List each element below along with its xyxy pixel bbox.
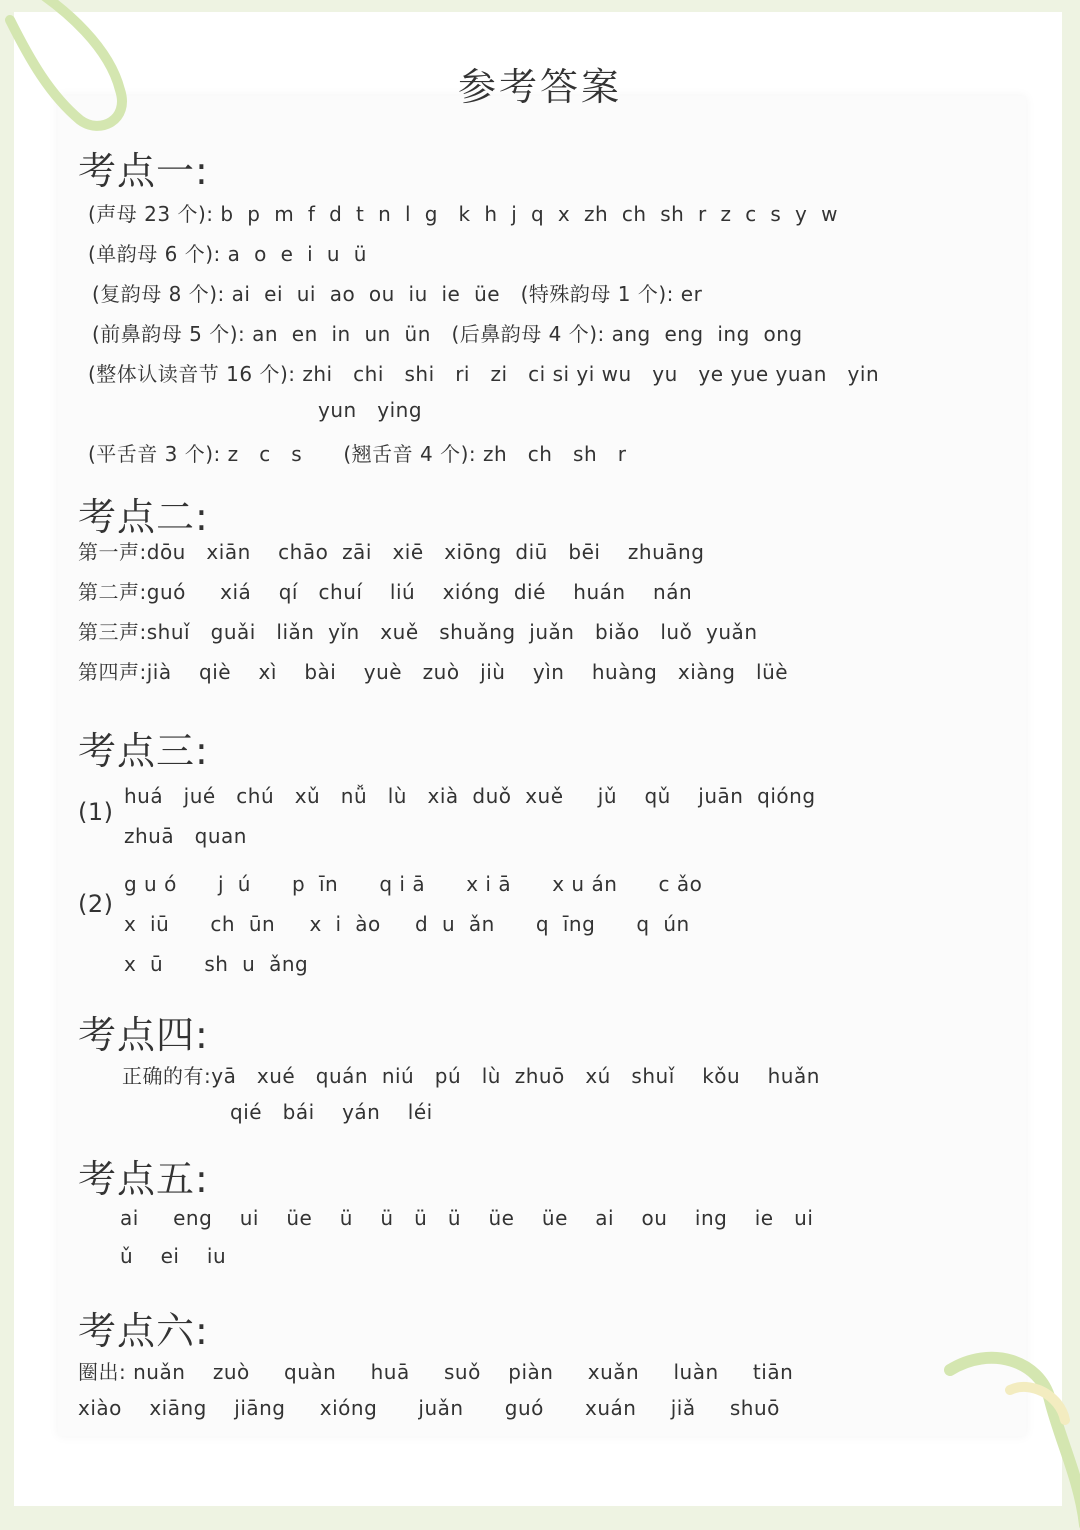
- line-label: (平舌音 3 个):: [88, 442, 221, 466]
- line-items: an en in un ün: [252, 322, 431, 346]
- section-heading: 考点五:: [78, 1157, 209, 1201]
- line-label: (后鼻韵母 4 个):: [451, 322, 605, 346]
- part-1-line-2: zhuā quan: [124, 824, 247, 848]
- part-1-line-1: huá jué chú xǔ nǚ lù xià duǒ xuě jǔ qǔ juān qióng: [124, 784, 816, 808]
- page-title: 参考答案: [457, 65, 622, 109]
- finals-line-1: ai eng ui üe ü ü ü ü üe üe ai ou ing ie ui: [120, 1206, 814, 1230]
- tone-row-4: [78, 656, 788, 685]
- part-2-line-2: x iū ch ūn x i ào d u ǎn q īng q ún: [124, 912, 690, 936]
- section-heading: 考点三:: [78, 729, 209, 773]
- line-items: z c s: [227, 442, 303, 466]
- circled-line-1: [78, 1356, 793, 1385]
- paperclip-decoration: [930, 1350, 1080, 1530]
- part-label: (2): [78, 890, 114, 918]
- line-label: (整体认读音节 16 个):: [88, 362, 296, 386]
- line-items: guó xiá qí chuí liú xióng dié huán nán: [146, 580, 693, 604]
- line-label: 正确的有:: [122, 1064, 212, 1088]
- line-label: 第二声:: [78, 580, 147, 604]
- tone-row-1: [78, 536, 704, 565]
- finals-line-2: ǔ ei iu: [120, 1244, 227, 1268]
- section-heading: 考点二:: [78, 495, 209, 539]
- tone-row-2: [78, 576, 692, 605]
- line-label: (翘舌音 4 个):: [343, 442, 477, 466]
- correct-items-line-2: qié bái yán léi: [230, 1100, 433, 1124]
- tone-row-3: [78, 616, 758, 645]
- line-label: (复韵母 8 个):: [92, 282, 225, 306]
- line-items: zh ch sh r: [483, 442, 627, 466]
- section-heading: 考点一:: [78, 149, 209, 193]
- whole-syllables-line-2: yun ying: [318, 398, 423, 422]
- whole-syllables-line: [88, 358, 879, 387]
- nasal-finals-line: [92, 318, 803, 347]
- part-2-line-1: g u ó j ú p īn q i ā x i ā x u án c ǎo: [124, 872, 703, 896]
- line-label: 圈出:: [78, 1360, 127, 1384]
- line-items: yā xué quán niú pú lù zhuō xú shuǐ kǒu huǎn: [211, 1064, 820, 1088]
- line-label: (特殊韵母 1 个):: [520, 282, 674, 306]
- flat-retroflex-line: [88, 438, 626, 467]
- part-label: (1): [78, 798, 114, 826]
- line-items: jià qiè xì bài yuè zuò jiù yìn huàng xiàng lüè: [146, 660, 789, 684]
- line-items: er: [680, 282, 703, 306]
- compound-finals-line: [92, 278, 702, 307]
- single-finals-line: [88, 238, 367, 267]
- line-label: 第一声:: [78, 540, 147, 564]
- line-items: zhi chi shi ri zi ci si yi wu yu ye yue yuan yin: [302, 362, 880, 386]
- consonants-line: [88, 198, 838, 227]
- line-items: a o e i u ü: [227, 242, 367, 266]
- line-items: dōu xiān chāo zāi xiē xiōng diū bēi zhuāng: [146, 540, 705, 564]
- line-items: nuǎn zuò quàn huā suǒ piàn xuǎn luàn tiān: [133, 1360, 794, 1384]
- line-label: 第三声:: [78, 620, 147, 644]
- circled-line-2: xiào xiāng jiāng xióng juǎn guó xuán jiǎ shuō: [78, 1396, 780, 1420]
- line-items: ang eng ing ong: [611, 322, 803, 346]
- line-items: shuǐ guǎi liǎn yǐn xuě shuǎng juǎn biǎo luǒ yuǎn: [146, 620, 758, 644]
- line-label: 第四声:: [78, 660, 147, 684]
- section-heading: 考点六:: [78, 1309, 209, 1353]
- line-label: (前鼻韵母 5 个):: [92, 322, 246, 346]
- section-heading: 考点四:: [78, 1013, 209, 1057]
- line-label: (声母 23 个):: [88, 202, 214, 226]
- correct-items-line-1: [122, 1060, 820, 1089]
- part-2-line-3: x ū sh u ǎng: [124, 952, 309, 976]
- line-label: (单韵母 6 个):: [88, 242, 221, 266]
- line-items: ai ei ui ao ou iu ie üe: [231, 282, 501, 306]
- line-items: b p m f d t n l g k h j q x zh ch sh r z c s y w: [220, 202, 838, 226]
